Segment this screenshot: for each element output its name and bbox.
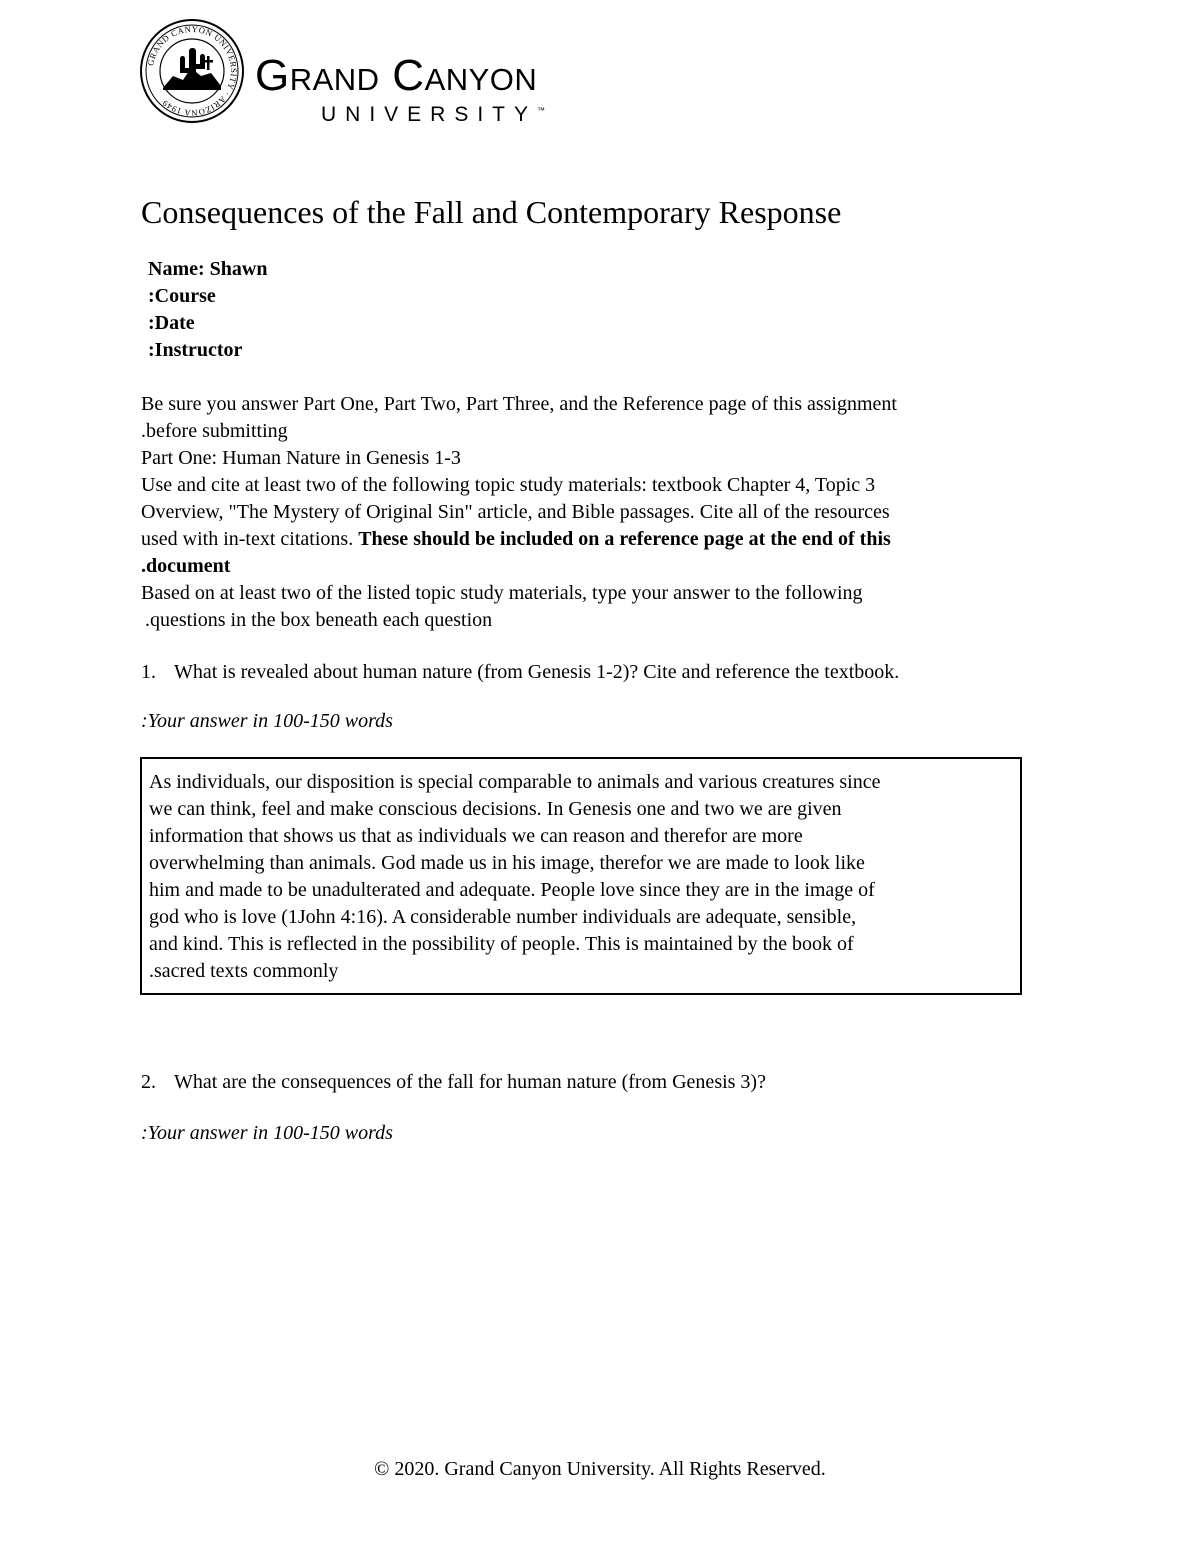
question-1-number: 1. bbox=[141, 661, 156, 683]
logo-university-text: UNIVERSITY bbox=[321, 103, 538, 126]
university-logo bbox=[139, 18, 639, 128]
based-line-2: .questions in the box beneath each question bbox=[145, 609, 493, 631]
logo-wordmark bbox=[255, 52, 545, 126]
page-title: Consequences of the Fall and Contemporary Response bbox=[141, 194, 842, 230]
use-line-3 bbox=[141, 526, 1041, 553]
university-seal-icon bbox=[139, 18, 245, 124]
question-1-answer-box[interactable] bbox=[140, 757, 1022, 995]
info-date: :Date bbox=[148, 312, 195, 334]
student-info-block bbox=[148, 256, 267, 364]
instructions-block bbox=[141, 391, 1041, 634]
info-instructor: :Instructor bbox=[148, 339, 243, 361]
answer-line: .sacred texts commonly bbox=[149, 960, 339, 982]
question-2-number: 2. bbox=[141, 1071, 156, 1093]
based-line-1: Based on at least two of the listed topic study materials, type your answer to the following bbox=[141, 582, 863, 604]
use-line-2: Overview, "The Mystery of Original Sin" article, and Bible passages. Cite all of the resources bbox=[141, 501, 890, 523]
question-1-text: What is revealed about human nature (from Genesis 1-2)? Cite and reference the textbook. bbox=[174, 661, 900, 683]
question-1 bbox=[141, 659, 1041, 686]
answer-line: we can think, feel and make conscious decisions. In Genesis one and two we are given bbox=[149, 798, 842, 820]
info-course: :Course bbox=[148, 285, 216, 307]
copyright-footer: © 2020. Grand Canyon University. All Rights Reserved. bbox=[374, 1458, 826, 1480]
instructions-line-1: Be sure you answer Part One, Part Two, Part Three, and the Reference page of this assignment bbox=[141, 393, 897, 415]
question-2 bbox=[141, 1069, 1041, 1096]
answer-line: overwhelming than animals. God made us in his image, therefor we are made to look like bbox=[149, 852, 865, 874]
info-name: Name: Shawn bbox=[148, 258, 268, 280]
instructions-line-2: .before submitting bbox=[141, 420, 288, 442]
use-line-3-bold: These should be included on a reference page at the end of this bbox=[358, 528, 891, 550]
trademark-symbol: ™ bbox=[537, 106, 546, 115]
seal-ring-text: GRAND CANYON UNIVERSITY · ARIZONA 1949 bbox=[145, 23, 240, 119]
question-1-answer-text bbox=[149, 769, 881, 985]
answer-line: information that shows us that as individuals we can reason and therefor are more bbox=[149, 825, 803, 847]
question-2-text: What are the consequences of the fall for human nature (from Genesis 3)? bbox=[174, 1071, 766, 1093]
part-one-heading: Part One: Human Nature in Genesis 1-3 bbox=[141, 447, 461, 469]
use-line-1: Use and cite at least two of the following topic study materials: textbook Chapter 4, Topic 3 bbox=[141, 474, 876, 496]
answer-line: him and made to be unadulterated and adequate. People love since they are in the image of bbox=[149, 879, 875, 901]
use-line-4-bold: .document bbox=[141, 555, 231, 577]
use-line-3-plain: used with in-text citations. bbox=[141, 528, 359, 550]
logo-line-grand-canyon: Grand Canyon bbox=[255, 51, 538, 100]
logo-line-university bbox=[321, 100, 545, 126]
question-1-answer-prompt: :Your answer in 100-150 words bbox=[141, 710, 393, 732]
answer-line: and kind. This is reflected in the possibility of people. This is maintained by the book of bbox=[149, 933, 854, 955]
answer-line: As individuals, our disposition is special comparable to animals and various creatures since bbox=[149, 771, 881, 793]
question-2-answer-prompt: :Your answer in 100-150 words bbox=[141, 1122, 393, 1144]
answer-line: god who is love (1John 4:16). A considerable number individuals are adequate, sensible, bbox=[149, 906, 857, 928]
